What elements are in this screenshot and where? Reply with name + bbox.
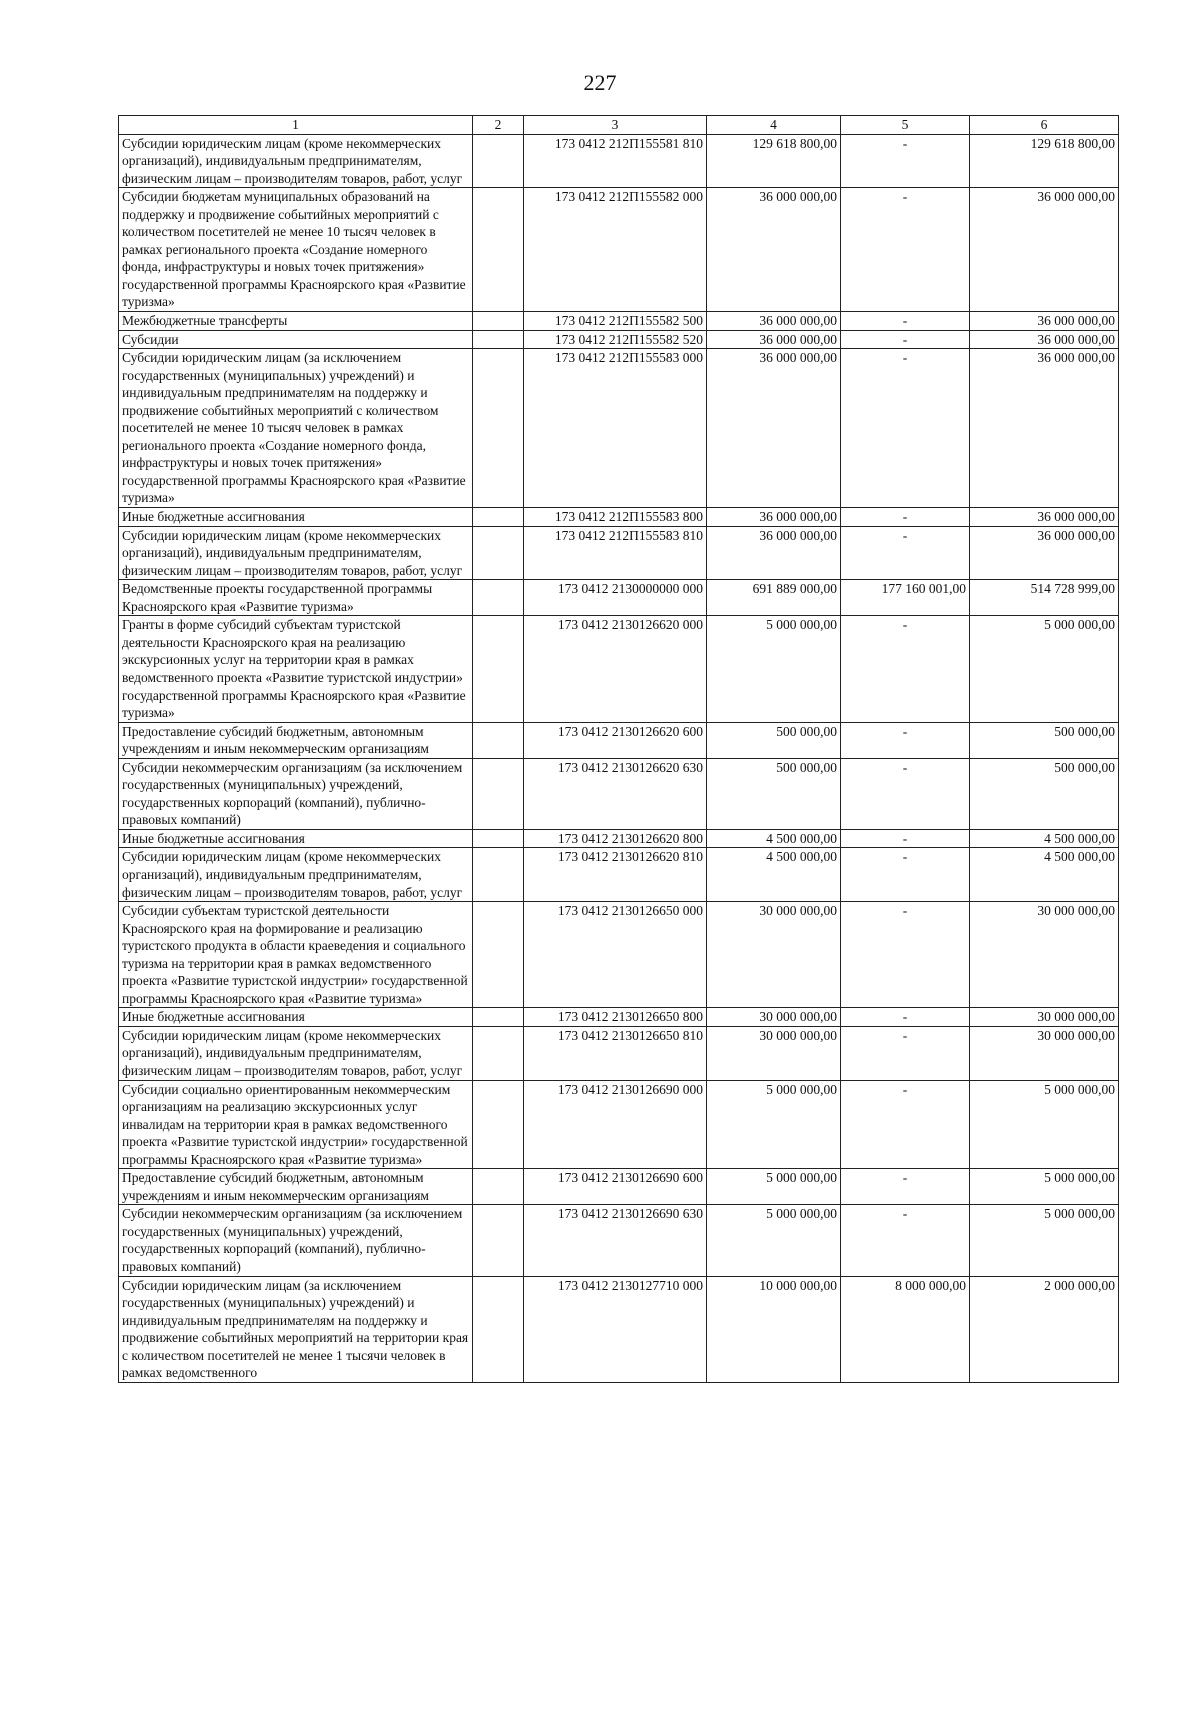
row-col2-cell bbox=[473, 758, 524, 829]
row-amount-col6: 5 000 000,00 bbox=[970, 1080, 1119, 1169]
table-row bbox=[119, 580, 1119, 616]
row-col2-cell bbox=[473, 848, 524, 902]
row-amount-col4: 5 000 000,00 bbox=[707, 1080, 841, 1169]
row-name-cell: Иные бюджетные ассигнования bbox=[119, 508, 473, 527]
row-col2-cell bbox=[473, 312, 524, 331]
row-amount-col6: 2 000 000,00 bbox=[970, 1276, 1119, 1382]
row-code-cell: 173 0412 2130126620 000 bbox=[524, 616, 707, 722]
row-col2-cell bbox=[473, 526, 524, 580]
row-amount-col6: 30 000 000,00 bbox=[970, 1026, 1119, 1080]
row-amount-col5: 8 000 000,00 bbox=[841, 1276, 970, 1382]
row-amount-col5: - bbox=[841, 848, 970, 902]
row-name-cell: Субсидии юридическим лицам (за исключением государственных (муниципальных) учреждений) и индивидуальным предпринимателям на поддержку и продвижение событийных мероприятий на территории края с количеством посетителей не менее 1 тысячи человек в рамках ведомственного bbox=[119, 1276, 473, 1382]
row-amount-col6: 4 500 000,00 bbox=[970, 829, 1119, 848]
row-amount-col5: - bbox=[841, 1026, 970, 1080]
table-row bbox=[119, 1205, 1119, 1276]
table-body bbox=[119, 134, 1119, 1382]
row-amount-col5: - bbox=[841, 758, 970, 829]
header-col-5: 5 bbox=[841, 116, 970, 135]
row-amount-col4: 4 500 000,00 bbox=[707, 848, 841, 902]
table-row bbox=[119, 526, 1119, 580]
table-header bbox=[119, 116, 1119, 135]
row-amount-col5: - bbox=[841, 1008, 970, 1027]
header-col-4: 4 bbox=[707, 116, 841, 135]
row-name-cell: Субсидии некоммерческим организациям (за исключением государственных (муниципальных) учреждений, государственных корпораций (компаний), публично-правовых компаний) bbox=[119, 758, 473, 829]
table-row bbox=[119, 758, 1119, 829]
row-code-cell: 173 0412 2130126690 630 bbox=[524, 1205, 707, 1276]
row-amount-col6: 36 000 000,00 bbox=[970, 188, 1119, 312]
row-amount-col5: - bbox=[841, 616, 970, 722]
header-col-3: 3 bbox=[524, 116, 707, 135]
row-amount-col4: 5 000 000,00 bbox=[707, 1169, 841, 1205]
row-col2-cell bbox=[473, 134, 524, 188]
row-amount-col5: - bbox=[841, 312, 970, 331]
header-row bbox=[119, 116, 1119, 135]
row-amount-col4: 36 000 000,00 bbox=[707, 349, 841, 508]
header-col-2: 2 bbox=[473, 116, 524, 135]
row-amount-col6: 500 000,00 bbox=[970, 758, 1119, 829]
row-amount-col6: 129 618 800,00 bbox=[970, 134, 1119, 188]
row-name-cell: Субсидии юридическим лицам (кроме некоммерческих организаций), индивидуальным предпринимателям, физическим лицам – производителям товаров, работ, услуг bbox=[119, 848, 473, 902]
table-row bbox=[119, 722, 1119, 758]
row-amount-col6: 36 000 000,00 bbox=[970, 526, 1119, 580]
row-code-cell: 173 0412 2130126620 600 bbox=[524, 722, 707, 758]
row-col2-cell bbox=[473, 1026, 524, 1080]
table-row bbox=[119, 312, 1119, 331]
row-name-cell: Субсидии юридическим лицам (кроме некоммерческих организаций), индивидуальным предпринимателям, физическим лицам – производителям товаров, работ, услуг bbox=[119, 526, 473, 580]
row-col2-cell bbox=[473, 1008, 524, 1027]
row-code-cell: 173 0412 2130126620 630 bbox=[524, 758, 707, 829]
row-name-cell: Предоставление субсидий бюджетным, автономным учреждениям и иным некоммерческим организациям bbox=[119, 722, 473, 758]
table-row bbox=[119, 349, 1119, 508]
row-amount-col6: 500 000,00 bbox=[970, 722, 1119, 758]
row-amount-col4: 36 000 000,00 bbox=[707, 312, 841, 331]
row-amount-col4: 30 000 000,00 bbox=[707, 902, 841, 1008]
table-row bbox=[119, 1008, 1119, 1027]
row-amount-col6: 5 000 000,00 bbox=[970, 1205, 1119, 1276]
row-amount-col5: - bbox=[841, 188, 970, 312]
row-col2-cell bbox=[473, 1205, 524, 1276]
row-amount-col4: 10 000 000,00 bbox=[707, 1276, 841, 1382]
row-name-cell: Иные бюджетные ассигнования bbox=[119, 1008, 473, 1027]
row-amount-col5: - bbox=[841, 902, 970, 1008]
row-amount-col5: - bbox=[841, 508, 970, 527]
table-row bbox=[119, 1080, 1119, 1169]
row-code-cell: 173 0412 2130126620 800 bbox=[524, 829, 707, 848]
row-name-cell: Субсидии некоммерческим организациям (за исключением государственных (муниципальных) учреждений, государственных корпораций (компаний), публично-правовых компаний) bbox=[119, 1205, 473, 1276]
row-code-cell: 173 0412 2130126650 800 bbox=[524, 1008, 707, 1027]
row-code-cell: 173 0412 2130126650 000 bbox=[524, 902, 707, 1008]
row-code-cell: 173 0412 2130000000 000 bbox=[524, 580, 707, 616]
row-code-cell: 173 0412 212П155583 000 bbox=[524, 349, 707, 508]
row-name-cell: Ведомственные проекты государственной программы Красноярского края «Развитие туризма» bbox=[119, 580, 473, 616]
row-code-cell: 173 0412 2130126650 810 bbox=[524, 1026, 707, 1080]
page-number: 227 bbox=[583, 70, 617, 95]
row-code-cell: 173 0412 2130126690 600 bbox=[524, 1169, 707, 1205]
row-amount-col5: - bbox=[841, 134, 970, 188]
row-amount-col6: 5 000 000,00 bbox=[970, 616, 1119, 722]
row-amount-col6: 30 000 000,00 bbox=[970, 1008, 1119, 1027]
row-amount-col6: 36 000 000,00 bbox=[970, 349, 1119, 508]
row-amount-col6: 5 000 000,00 bbox=[970, 1169, 1119, 1205]
row-amount-col4: 30 000 000,00 bbox=[707, 1008, 841, 1027]
row-col2-cell bbox=[473, 1276, 524, 1382]
row-name-cell: Субсидии bbox=[119, 330, 473, 349]
row-col2-cell bbox=[473, 188, 524, 312]
table-row bbox=[119, 848, 1119, 902]
row-name-cell: Субсидии социально ориентированным некоммерческим организациям на реализацию экскурсионных услуг инвалидам на территории края в рамках ведомственного проекта «Развитие туристской индустрии» государственной программы Красноярского края «Развитие туризма» bbox=[119, 1080, 473, 1169]
row-amount-col4: 691 889 000,00 bbox=[707, 580, 841, 616]
row-amount-col6: 36 000 000,00 bbox=[970, 508, 1119, 527]
row-amount-col5: 177 160 001,00 bbox=[841, 580, 970, 616]
row-col2-cell bbox=[473, 616, 524, 722]
row-code-cell: 173 0412 2130126690 000 bbox=[524, 1080, 707, 1169]
table-row bbox=[119, 1276, 1119, 1382]
row-amount-col6: 514 728 999,00 bbox=[970, 580, 1119, 616]
table-row bbox=[119, 616, 1119, 722]
row-name-cell: Субсидии юридическим лицам (кроме некоммерческих организаций), индивидуальным предпринимателям, физическим лицам – производителям товаров, работ, услуг bbox=[119, 134, 473, 188]
row-col2-cell bbox=[473, 508, 524, 527]
row-amount-col6: 36 000 000,00 bbox=[970, 312, 1119, 331]
table-row bbox=[119, 902, 1119, 1008]
row-code-cell: 173 0412 2130126620 810 bbox=[524, 848, 707, 902]
row-col2-cell bbox=[473, 1169, 524, 1205]
table-row bbox=[119, 829, 1119, 848]
budget-table bbox=[118, 115, 1119, 1383]
row-col2-cell bbox=[473, 829, 524, 848]
row-amount-col6: 36 000 000,00 bbox=[970, 330, 1119, 349]
row-name-cell: Межбюджетные трансферты bbox=[119, 312, 473, 331]
table-row bbox=[119, 1026, 1119, 1080]
row-col2-cell bbox=[473, 330, 524, 349]
table-row bbox=[119, 1169, 1119, 1205]
row-name-cell: Гранты в форме субсидий субъектам туристской деятельности Красноярского края на реализацию экскурсионных услуг на территории края в рамках ведомственного проекта «Развитие туристской индустрии» государственной программы Красноярского края «Развитие туризма» bbox=[119, 616, 473, 722]
row-code-cell: 173 0412 212П155583 810 bbox=[524, 526, 707, 580]
row-amount-col5: - bbox=[841, 1080, 970, 1169]
header-col-1: 1 bbox=[119, 116, 473, 135]
row-code-cell: 173 0412 212П155582 520 bbox=[524, 330, 707, 349]
table-row bbox=[119, 330, 1119, 349]
row-amount-col5: - bbox=[841, 1205, 970, 1276]
row-name-cell: Субсидии субъектам туристской деятельности Красноярского края на формирование и реализацию туристского продукта в области краеведения и социального туризма на территории края в рамках ведомственного проекта «Развитие туристской индустрии» государственной программы Красноярского края «Развитие туризма» bbox=[119, 902, 473, 1008]
row-col2-cell bbox=[473, 349, 524, 508]
row-amount-col5: - bbox=[841, 829, 970, 848]
row-amount-col6: 4 500 000,00 bbox=[970, 848, 1119, 902]
row-amount-col4: 4 500 000,00 bbox=[707, 829, 841, 848]
row-amount-col5: - bbox=[841, 722, 970, 758]
row-code-cell: 173 0412 212П155581 810 bbox=[524, 134, 707, 188]
row-amount-col4: 500 000,00 bbox=[707, 758, 841, 829]
table-row bbox=[119, 508, 1119, 527]
row-amount-col5: - bbox=[841, 526, 970, 580]
row-amount-col4: 36 000 000,00 bbox=[707, 330, 841, 349]
row-name-cell: Субсидии юридическим лицам (кроме некоммерческих организаций), индивидуальным предпринимателям, физическим лицам – производителям товаров, работ, услуг bbox=[119, 1026, 473, 1080]
row-name-cell: Субсидии юридическим лицам (за исключением государственных (муниципальных) учреждений) и индивидуальным предпринимателям на поддержку и продвижение событийных мероприятий с количеством посетителей не менее 10 тысяч человек в рамках регионального проекта «Создание номерного фонда, инфраструктуры и новых точек притяжения» государственной программы Красноярского края «Развитие туризма» bbox=[119, 349, 473, 508]
row-amount-col6: 30 000 000,00 bbox=[970, 902, 1119, 1008]
row-name-cell: Субсидии бюджетам муниципальных образований на поддержку и продвижение событийных мероприятий с количеством посетителей не менее 10 тысяч человек в рамках регионального проекта «Создание номерного фонда, инфраструктуры и новых точек притяжения» государственной программы Красноярского края «Развитие туризма» bbox=[119, 188, 473, 312]
row-code-cell: 173 0412 212П155582 500 bbox=[524, 312, 707, 331]
header-col-6: 6 bbox=[970, 116, 1119, 135]
row-amount-col4: 36 000 000,00 bbox=[707, 508, 841, 527]
row-amount-col4: 30 000 000,00 bbox=[707, 1026, 841, 1080]
row-amount-col4: 36 000 000,00 bbox=[707, 526, 841, 580]
row-col2-cell bbox=[473, 902, 524, 1008]
row-amount-col4: 129 618 800,00 bbox=[707, 134, 841, 188]
row-amount-col4: 500 000,00 bbox=[707, 722, 841, 758]
row-code-cell: 173 0412 212П155582 000 bbox=[524, 188, 707, 312]
row-amount-col4: 36 000 000,00 bbox=[707, 188, 841, 312]
row-col2-cell bbox=[473, 722, 524, 758]
row-amount-col4: 5 000 000,00 bbox=[707, 616, 841, 722]
table-row bbox=[119, 188, 1119, 312]
table-row bbox=[119, 134, 1119, 188]
row-amount-col4: 5 000 000,00 bbox=[707, 1205, 841, 1276]
row-code-cell: 173 0412 212П155583 800 bbox=[524, 508, 707, 527]
row-code-cell: 173 0412 2130127710 000 bbox=[524, 1276, 707, 1382]
row-col2-cell bbox=[473, 580, 524, 616]
row-amount-col5: - bbox=[841, 349, 970, 508]
row-name-cell: Предоставление субсидий бюджетным, автономным учреждениям и иным некоммерческим организациям bbox=[119, 1169, 473, 1205]
row-name-cell: Иные бюджетные ассигнования bbox=[119, 829, 473, 848]
row-col2-cell bbox=[473, 1080, 524, 1169]
row-amount-col5: - bbox=[841, 1169, 970, 1205]
row-amount-col5: - bbox=[841, 330, 970, 349]
